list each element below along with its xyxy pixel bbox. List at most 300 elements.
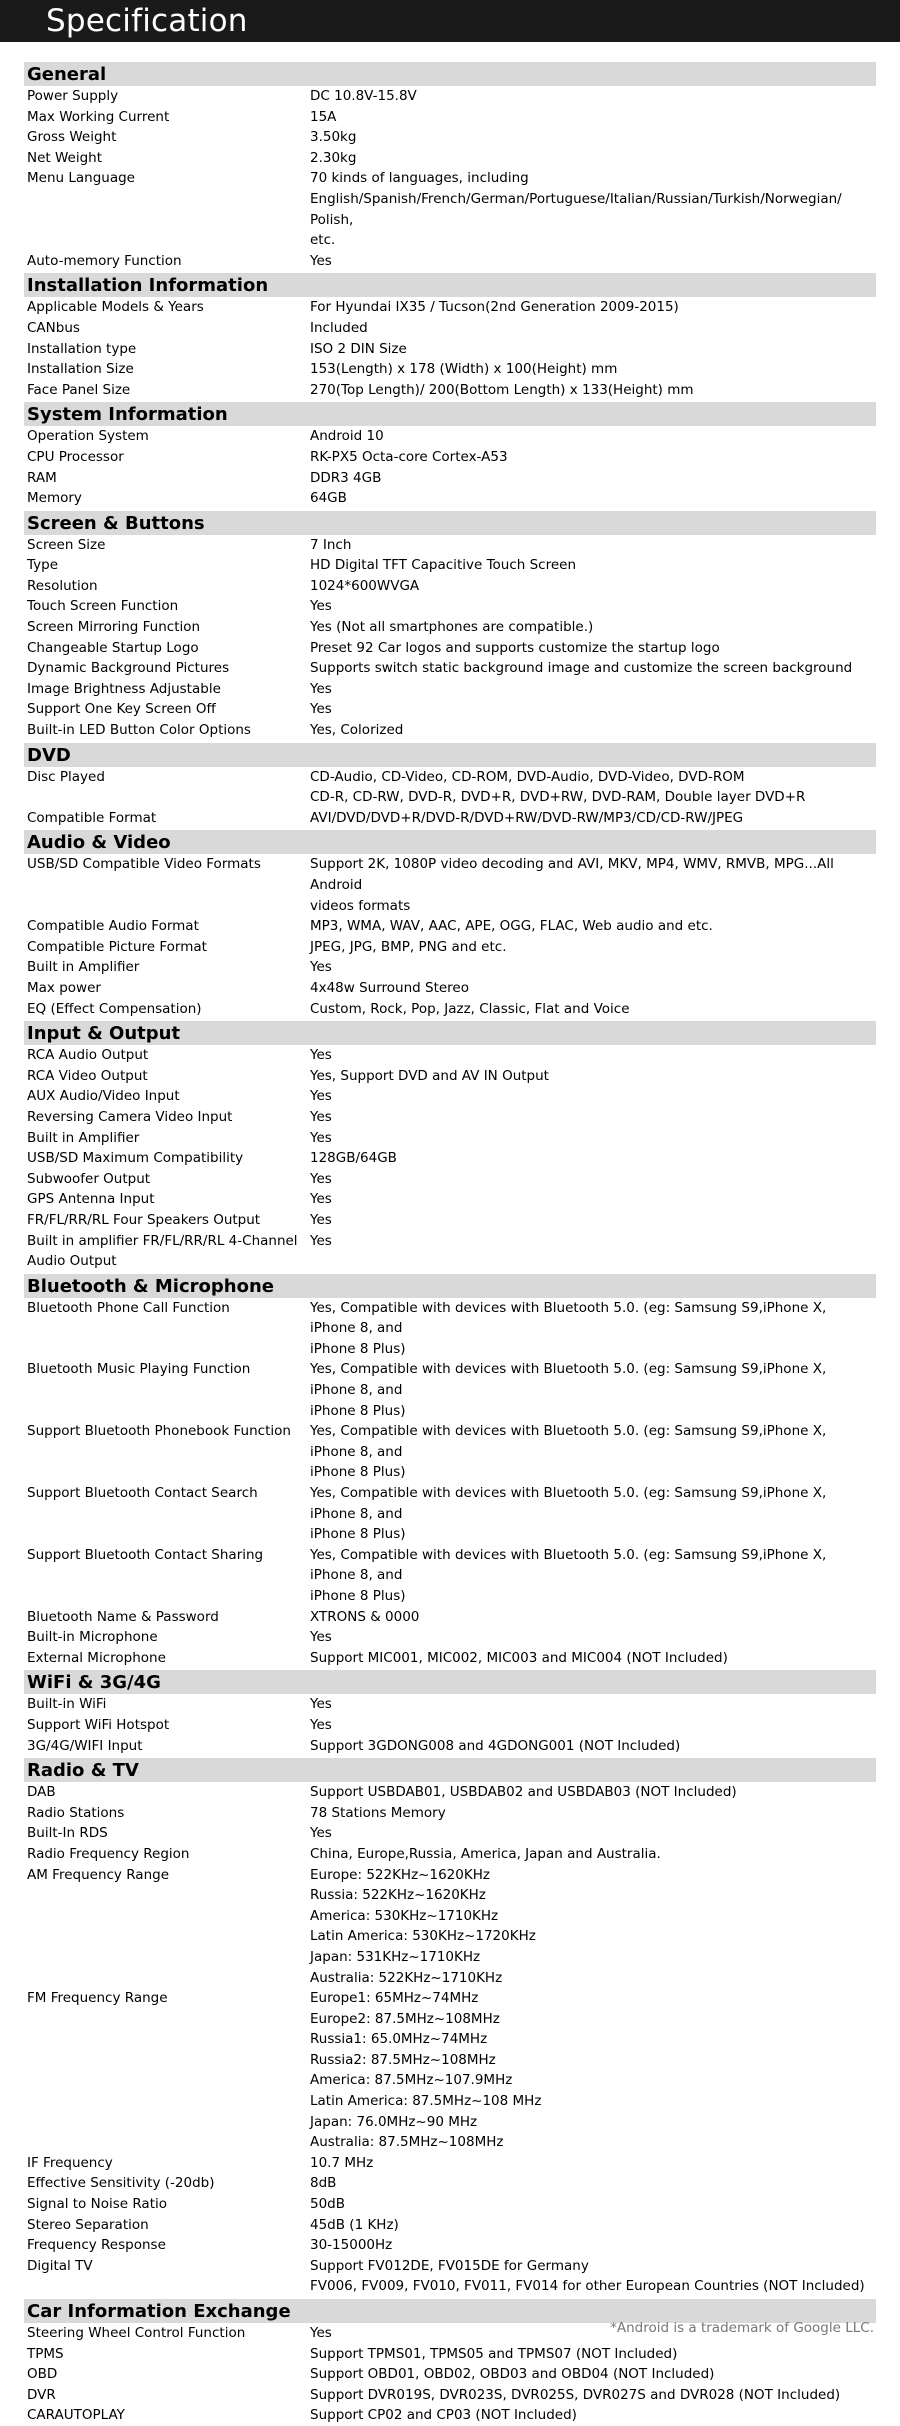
- spec-value-line: iPhone 8 Plus): [310, 1588, 406, 1604]
- spec-value: [308, 1844, 876, 1865]
- spec-value-line: RK-PX5 Octa-core Cortex-A53: [310, 448, 508, 465]
- spec-label-line: Effective Sensitivity (-20db): [27, 2175, 215, 2192]
- spec-value-line: Yes, Compatible with devices with Bluetooth 5.0. (eg: Samsung S9,iPhone X, iPhone 8, and: [310, 1485, 827, 1522]
- spec-value: [308, 535, 876, 556]
- spec-row: [24, 1823, 876, 1844]
- spec-label-line: TPMS: [27, 2345, 64, 2362]
- spec-label-line: Net Weight: [27, 149, 103, 166]
- spec-value: [308, 1045, 876, 1066]
- spec-label: [24, 576, 308, 597]
- spec-row: [24, 359, 876, 380]
- spec-label: [24, 1231, 308, 1272]
- spec-value-line: Yes, Colorized: [310, 722, 404, 739]
- spec-row: [24, 447, 876, 468]
- spec-value-line: Yes: [310, 1129, 332, 1146]
- spec-row: [24, 380, 876, 401]
- spec-value: [308, 658, 876, 679]
- spec-label: [24, 251, 308, 272]
- spec-row: [24, 1715, 876, 1736]
- spec-value-line: Yes: [310, 701, 332, 718]
- spec-label-line: Audio Output: [27, 1253, 117, 1270]
- spec-label-line: Built-in WiFi: [27, 1696, 107, 1713]
- spec-table: [24, 60, 876, 2426]
- spec-row: [24, 1045, 876, 1066]
- spec-row: [24, 318, 876, 339]
- spec-row: [24, 2194, 876, 2215]
- spec-label: [24, 854, 308, 916]
- spec-row: [24, 808, 876, 829]
- spec-row: [24, 1803, 876, 1824]
- spec-row: [24, 576, 876, 597]
- spec-value-line: 70 kinds of languages, including: [310, 170, 529, 187]
- spec-label: [24, 1823, 308, 1844]
- spec-value: [308, 2215, 876, 2236]
- spec-value-line: China, Europe,Russia, America, Japan and Australia.: [310, 1845, 661, 1862]
- spec-label-line: Installation type: [27, 340, 137, 357]
- spec-value: [308, 148, 876, 169]
- spec-value-line: Australia: 87.5MHz~108MHz: [310, 2134, 504, 2151]
- spec-value-line: America: 87.5MHz~107.9MHz: [310, 2072, 513, 2089]
- spec-value-line: Custom, Rock, Pop, Jazz, Classic, Flat and Voice: [310, 1000, 630, 1017]
- spec-value-line: 64GB: [310, 490, 347, 507]
- spec-value-line: Yes: [310, 1232, 332, 1249]
- spec-value-line: Yes: [310, 1191, 332, 1208]
- spec-label: [24, 468, 308, 489]
- spec-value-line: 10.7 MHz: [310, 2154, 374, 2171]
- spec-value: [308, 380, 876, 401]
- spec-label: [24, 1545, 308, 1607]
- spec-value: [308, 168, 876, 250]
- spec-label: [24, 1627, 308, 1648]
- spec-label: [24, 168, 308, 250]
- spec-label: [24, 1210, 308, 1231]
- spec-label: [24, 2323, 308, 2344]
- spec-value: [308, 251, 876, 272]
- spec-label-line: Built in amplifier FR/FL/RR/RL 4-Channel: [27, 1232, 298, 1249]
- spec-label-line: Menu Language: [27, 170, 135, 187]
- spec-label-line: Bluetooth Name & Password: [27, 1608, 219, 1625]
- spec-value: [308, 2405, 876, 2426]
- spec-row: [24, 638, 876, 659]
- spec-label-line: Image Brightness Adjustable: [27, 680, 221, 697]
- spec-label-line: Signal to Noise Ratio: [27, 2196, 168, 2213]
- spec-value: [308, 2235, 876, 2256]
- spec-value: [308, 854, 876, 916]
- spec-label-line: Support Bluetooth Contact Search: [27, 1485, 258, 1502]
- section-header: Bluetooth & Microphone: [24, 1274, 876, 1298]
- spec-label: [24, 2194, 308, 2215]
- spec-label-line: Face Panel Size: [27, 381, 131, 398]
- spec-row: [24, 1128, 876, 1149]
- spec-value-line: Latin America: 530KHz~1720KHz: [310, 1928, 536, 1945]
- spec-value-line: HD Digital TFT Capacitive Touch Screen: [310, 557, 577, 574]
- spec-value-line: Russia: 522KHz~1620KHz: [310, 1887, 486, 1904]
- spec-label: [24, 1128, 308, 1149]
- spec-label-line: Support Bluetooth Contact Sharing: [27, 1546, 264, 1563]
- spec-value-line: Yes (Not all smartphones are compatible.): [310, 619, 594, 636]
- section-header: DVD: [24, 743, 876, 767]
- spec-label-line: FR/FL/RR/RL Four Speakers Output: [27, 1211, 261, 1228]
- spec-value-line: FV006, FV009, FV010, FV011, FV014 for other European Countries (NOT Included): [310, 2278, 865, 2295]
- spec-row: [24, 2344, 876, 2365]
- spec-label: [24, 359, 308, 380]
- spec-label: [24, 1045, 308, 1066]
- spec-label-line: 3G/4G/WIFI Input: [27, 1737, 143, 1754]
- section-header: Installation Information: [24, 273, 876, 297]
- spec-value-line: videos formats: [310, 897, 411, 914]
- spec-value: [308, 999, 876, 1020]
- spec-value: [308, 978, 876, 999]
- spec-value: [308, 1483, 876, 1545]
- spec-value: [308, 127, 876, 148]
- spec-row: [24, 1359, 876, 1421]
- spec-value: [308, 1066, 876, 1087]
- spec-label-line: Auto-memory Function: [27, 252, 182, 269]
- spec-label: [24, 1148, 308, 1169]
- spec-label: [24, 957, 308, 978]
- spec-row: [24, 2385, 876, 2406]
- section-header: Screen & Buttons: [24, 511, 876, 535]
- spec-value: [308, 1421, 876, 1483]
- spec-row: [24, 339, 876, 360]
- spec-label-line: Steering Wheel Control Function: [27, 2325, 246, 2341]
- spec-label-line: Changeable Startup Logo: [27, 639, 199, 656]
- spec-label: [24, 1086, 308, 1107]
- spec-value-line: etc.: [310, 232, 336, 249]
- spec-label: [24, 978, 308, 999]
- spec-label: [24, 699, 308, 720]
- spec-row: [24, 148, 876, 169]
- spec-label-line: Operation System: [27, 428, 149, 445]
- spec-row: [24, 1545, 876, 1607]
- spec-label: [24, 1169, 308, 1190]
- spec-value: [308, 2364, 876, 2385]
- spec-row: [24, 468, 876, 489]
- footnote: *Android is a trademark of Google LLC.: [610, 2320, 874, 2336]
- spec-label-line: IF Frequency: [27, 2154, 113, 2171]
- spec-value: [308, 1359, 876, 1421]
- section-header: Radio & TV: [24, 1758, 876, 1782]
- spec-label: [24, 339, 308, 360]
- spec-value-line: Yes, Compatible with devices with Bluetooth 5.0. (eg: Samsung S9,iPhone X, iPhone 8, and: [310, 1299, 827, 1337]
- spec-value-line: Yes: [310, 1211, 332, 1228]
- spec-value-line: Yes: [310, 252, 332, 269]
- spec-value-line: iPhone 8 Plus): [310, 1402, 406, 1419]
- spec-label-line: Touch Screen Function: [27, 598, 179, 615]
- spec-value-line: 153(Length) x 178 (Width) x 100(Height) mm: [310, 361, 618, 378]
- spec-row: [24, 1988, 876, 2153]
- spec-label-line: Memory: [27, 490, 82, 507]
- spec-value-line: Japan: 531KHz~1710KHz: [310, 1948, 481, 1965]
- spec-label-line: Built-in Microphone: [27, 1629, 158, 1646]
- spec-row: [24, 1694, 876, 1715]
- spec-label: [24, 318, 308, 339]
- spec-value-line: Android 10: [310, 428, 384, 445]
- spec-value-line: JPEG, JPG, BMP, PNG and etc.: [310, 938, 507, 955]
- spec-value: [308, 2194, 876, 2215]
- spec-value-line: CD-R, CD-RW, DVD-R, DVD+R, DVD+RW, DVD-RAM, Double layer DVD+R: [310, 789, 806, 806]
- section-header: Input & Output: [24, 1021, 876, 1045]
- spec-value-line: 3.50kg: [310, 129, 357, 146]
- spec-value-line: Support 2K, 1080P video decoding and AVI, MKV, MP4, WMV, RMVB, MPG...All Android: [310, 856, 834, 893]
- spec-value-line: Yes, Support DVD and AV IN Output: [310, 1067, 549, 1084]
- spec-value-line: Yes, Compatible with devices with Bluetooth 5.0. (eg: Samsung S9,iPhone X, iPhone 8, and: [310, 1361, 827, 1399]
- spec-value-line: 2.30kg: [310, 149, 357, 166]
- spec-value-line: DC 10.8V-15.8V: [310, 88, 417, 104]
- spec-label-line: Support WiFi Hotspot: [27, 1716, 170, 1733]
- spec-label-line: Built in Amplifier: [27, 1129, 140, 1146]
- spec-label-line: Compatible Picture Format: [27, 938, 207, 955]
- spec-label: [24, 1421, 308, 1483]
- spec-label-line: GPS Antenna Input: [27, 1191, 155, 1208]
- spec-label: [24, 2364, 308, 2385]
- spec-value-line: Support TPMS01, TPMS05 and TPMS07 (NOT Included): [310, 2345, 678, 2362]
- spec-label: [24, 86, 308, 107]
- spec-row: [24, 488, 876, 509]
- spec-label-line: Support One Key Screen Off: [27, 701, 216, 718]
- spec-value: [308, 1231, 876, 1272]
- spec-label-line: Resolution: [27, 577, 98, 594]
- spec-value-line: Europe2: 87.5MHz~108MHz: [310, 2010, 500, 2027]
- spec-value: [308, 1107, 876, 1128]
- spec-value-line: Europe1: 65MHz~74MHz: [310, 1990, 479, 2007]
- spec-label: [24, 2385, 308, 2406]
- spec-value: [308, 1298, 876, 1360]
- spec-label: [24, 638, 308, 659]
- spec-value-line: Yes: [310, 959, 332, 976]
- spec-label: [24, 1483, 308, 1545]
- spec-value: [308, 86, 876, 107]
- spec-label: [24, 555, 308, 576]
- spec-value: [308, 699, 876, 720]
- spec-label: [24, 1844, 308, 1865]
- spec-value: [308, 2344, 876, 2365]
- spec-row: [24, 2235, 876, 2256]
- spec-value-line: Yes: [310, 1629, 332, 1646]
- spec-value-line: Yes: [310, 1716, 332, 1733]
- spec-value-line: Yes: [310, 1696, 332, 1713]
- spec-row: [24, 699, 876, 720]
- spec-value: [308, 107, 876, 128]
- spec-value: [308, 596, 876, 617]
- spec-value-line: iPhone 8 Plus): [310, 1464, 406, 1481]
- spec-value-line: iPhone 8 Plus): [310, 1340, 406, 1357]
- spec-label: [24, 2405, 308, 2426]
- spec-label-line: Screen Size: [27, 536, 106, 553]
- spec-label: [24, 1865, 308, 1989]
- spec-label-line: EQ (Effect Compensation): [27, 1000, 202, 1017]
- spec-value: [308, 1545, 876, 1607]
- spec-label: [24, 380, 308, 401]
- spec-value-line: 15A: [310, 108, 337, 125]
- spec-label-line: AUX Audio/Video Input: [27, 1088, 180, 1105]
- spec-row: [24, 1107, 876, 1128]
- spec-row: [24, 251, 876, 272]
- spec-value-line: Japan: 76.0MHz~90 MHz: [310, 2113, 478, 2130]
- spec-label: [24, 767, 308, 808]
- spec-row: [24, 86, 876, 107]
- spec-value: [308, 1148, 876, 1169]
- spec-label-line: DAB: [27, 1784, 56, 1801]
- spec-value: [308, 426, 876, 447]
- spec-row: [24, 1189, 876, 1210]
- spec-label: [24, 937, 308, 958]
- spec-value: [308, 1210, 876, 1231]
- spec-label: [24, 2344, 308, 2365]
- spec-row: [24, 426, 876, 447]
- spec-label-line: Compatible Format: [27, 809, 157, 826]
- spec-label-line: Built-In RDS: [27, 1825, 108, 1842]
- spec-value-line: Support 3GDONG008 and 4GDONG001 (NOT Included): [310, 1737, 681, 1754]
- spec-value-line: Supports switch static background image and customize the screen background: [310, 660, 853, 677]
- spec-value-line: Support OBD01, OBD02, OBD03 and OBD04 (NOT Included): [310, 2366, 715, 2383]
- spec-value-line: Yes, Compatible with devices with Bluetooth 5.0. (eg: Samsung S9,iPhone X, iPhone 8, and: [310, 1423, 827, 1460]
- spec-value: [308, 2385, 876, 2406]
- spec-value-line: Yes: [310, 1825, 332, 1842]
- spec-label: [24, 127, 308, 148]
- spec-row: [24, 2173, 876, 2194]
- spec-value-line: 8dB: [310, 2175, 337, 2192]
- spec-value: [308, 1782, 876, 1803]
- spec-label-line: CANbus: [27, 319, 80, 336]
- spec-label-line: DVR: [27, 2386, 56, 2403]
- spec-row: [24, 957, 876, 978]
- spec-row: [24, 1782, 876, 1803]
- spec-value: [308, 1715, 876, 1736]
- spec-label: [24, 999, 308, 1020]
- spec-value-line: 78 Stations Memory: [310, 1804, 446, 1821]
- spec-label: [24, 488, 308, 509]
- spec-label: [24, 1988, 308, 2153]
- spec-row: [24, 999, 876, 1020]
- spec-label-line: Max power: [27, 979, 101, 996]
- spec-label-line: Frequency Response: [27, 2237, 166, 2254]
- spec-row: [24, 1627, 876, 1648]
- spec-label: [24, 447, 308, 468]
- spec-label: [24, 1803, 308, 1824]
- spec-label: [24, 1066, 308, 1087]
- spec-label: [24, 1107, 308, 1128]
- spec-value: [308, 957, 876, 978]
- spec-row: [24, 1421, 876, 1483]
- spec-label-line: Reversing Camera Video Input: [27, 1108, 233, 1125]
- spec-row: [24, 2153, 876, 2174]
- spec-value-line: 4x48w Surround Stereo: [310, 979, 470, 996]
- spec-row: [24, 1648, 876, 1669]
- section-header: WiFi & 3G/4G: [24, 1670, 876, 1694]
- spec-value-line: Yes: [310, 1108, 332, 1125]
- spec-value: [308, 1823, 876, 1844]
- spec-value-line: 7 Inch: [310, 536, 352, 553]
- spec-label-line: Type: [27, 557, 59, 574]
- spec-value: [308, 2173, 876, 2194]
- spec-value: [308, 447, 876, 468]
- spec-label-line: Applicable Models & Years: [27, 299, 204, 316]
- spec-label-line: USB/SD Maximum Compatibility: [27, 1150, 244, 1167]
- spec-row: [24, 2364, 876, 2385]
- spec-label-line: Power Supply: [27, 88, 119, 104]
- spec-label-line: RCA Audio Output: [27, 1047, 149, 1064]
- spec-value: [308, 2256, 876, 2297]
- spec-label: [24, 596, 308, 617]
- spec-label-line: AM Frequency Range: [27, 1866, 169, 1883]
- section-header: System Information: [24, 402, 876, 426]
- spec-label-line: USB/SD Compatible Video Formats: [27, 856, 261, 873]
- spec-label: [24, 658, 308, 679]
- spec-label-line: Digital TV: [27, 2257, 93, 2274]
- spec-row: [24, 1210, 876, 1231]
- spec-label: [24, 1782, 308, 1803]
- spec-row: [24, 1483, 876, 1545]
- spec-label-line: CARAUTOPLAY: [27, 2407, 125, 2424]
- spec-value-line: Russia2: 87.5MHz~108MHz: [310, 2051, 496, 2068]
- spec-label: [24, 679, 308, 700]
- spec-label: [24, 1715, 308, 1736]
- spec-label: [24, 2173, 308, 2194]
- spec-value: [308, 318, 876, 339]
- spec-value-line: Russia1: 65.0MHz~74MHz: [310, 2031, 488, 2048]
- spec-label: [24, 107, 308, 128]
- spec-label: [24, 720, 308, 741]
- spec-label-line: RAM: [27, 469, 57, 486]
- spec-value: [308, 1694, 876, 1715]
- spec-value-line: Preset 92 Car logos and supports customize the startup logo: [310, 639, 720, 656]
- section-header: Audio & Video: [24, 830, 876, 854]
- spec-row: [24, 1086, 876, 1107]
- spec-value-line: Support FV012DE, FV015DE for Germany: [310, 2257, 589, 2274]
- spec-row: [24, 1607, 876, 1628]
- spec-row: [24, 978, 876, 999]
- spec-value-line: ISO 2 DIN Size: [310, 340, 407, 357]
- spec-value: [308, 576, 876, 597]
- spec-label-line: Radio Frequency Region: [27, 1845, 190, 1862]
- spec-label: [24, 426, 308, 447]
- spec-label: [24, 1359, 308, 1421]
- spec-label-line: External Microphone: [27, 1649, 166, 1666]
- spec-row: [24, 1148, 876, 1169]
- spec-label-line: Bluetooth Music Playing Function: [27, 1361, 251, 1378]
- spec-value-line: 128GB/64GB: [310, 1150, 397, 1167]
- spec-value: [308, 1627, 876, 1648]
- spec-row: [24, 1844, 876, 1865]
- spec-row: [24, 1736, 876, 1757]
- spec-label: [24, 2215, 308, 2236]
- spec-row: [24, 1066, 876, 1087]
- spec-row: [24, 1298, 876, 1360]
- spec-value-line: 1024*600WVGA: [310, 577, 420, 594]
- spec-label: [24, 1736, 308, 1757]
- spec-value: [308, 720, 876, 741]
- spec-label: [24, 2235, 308, 2256]
- spec-label-line: RCA Video Output: [27, 1067, 148, 1084]
- spec-label-line: Built in Amplifier: [27, 959, 140, 976]
- spec-value-line: Yes: [310, 2325, 332, 2341]
- spec-label-line: Stereo Separation: [27, 2216, 149, 2233]
- spec-row: [24, 679, 876, 700]
- spec-value: [308, 937, 876, 958]
- spec-value: [308, 617, 876, 638]
- spec-value-line: America: 530KHz~1710KHz: [310, 1907, 499, 1924]
- spec-value-line: Yes: [310, 680, 332, 697]
- spec-row: [24, 168, 876, 250]
- section-header: General: [24, 62, 876, 86]
- spec-row: [24, 937, 876, 958]
- spec-label-line: Bluetooth Phone Call Function: [27, 1299, 230, 1316]
- spec-value: [308, 1648, 876, 1669]
- spec-value: [308, 1169, 876, 1190]
- spec-value-line: Latin America: 87.5MHz~108 MHz: [310, 2093, 542, 2110]
- spec-label-line: Max Working Current: [27, 108, 170, 125]
